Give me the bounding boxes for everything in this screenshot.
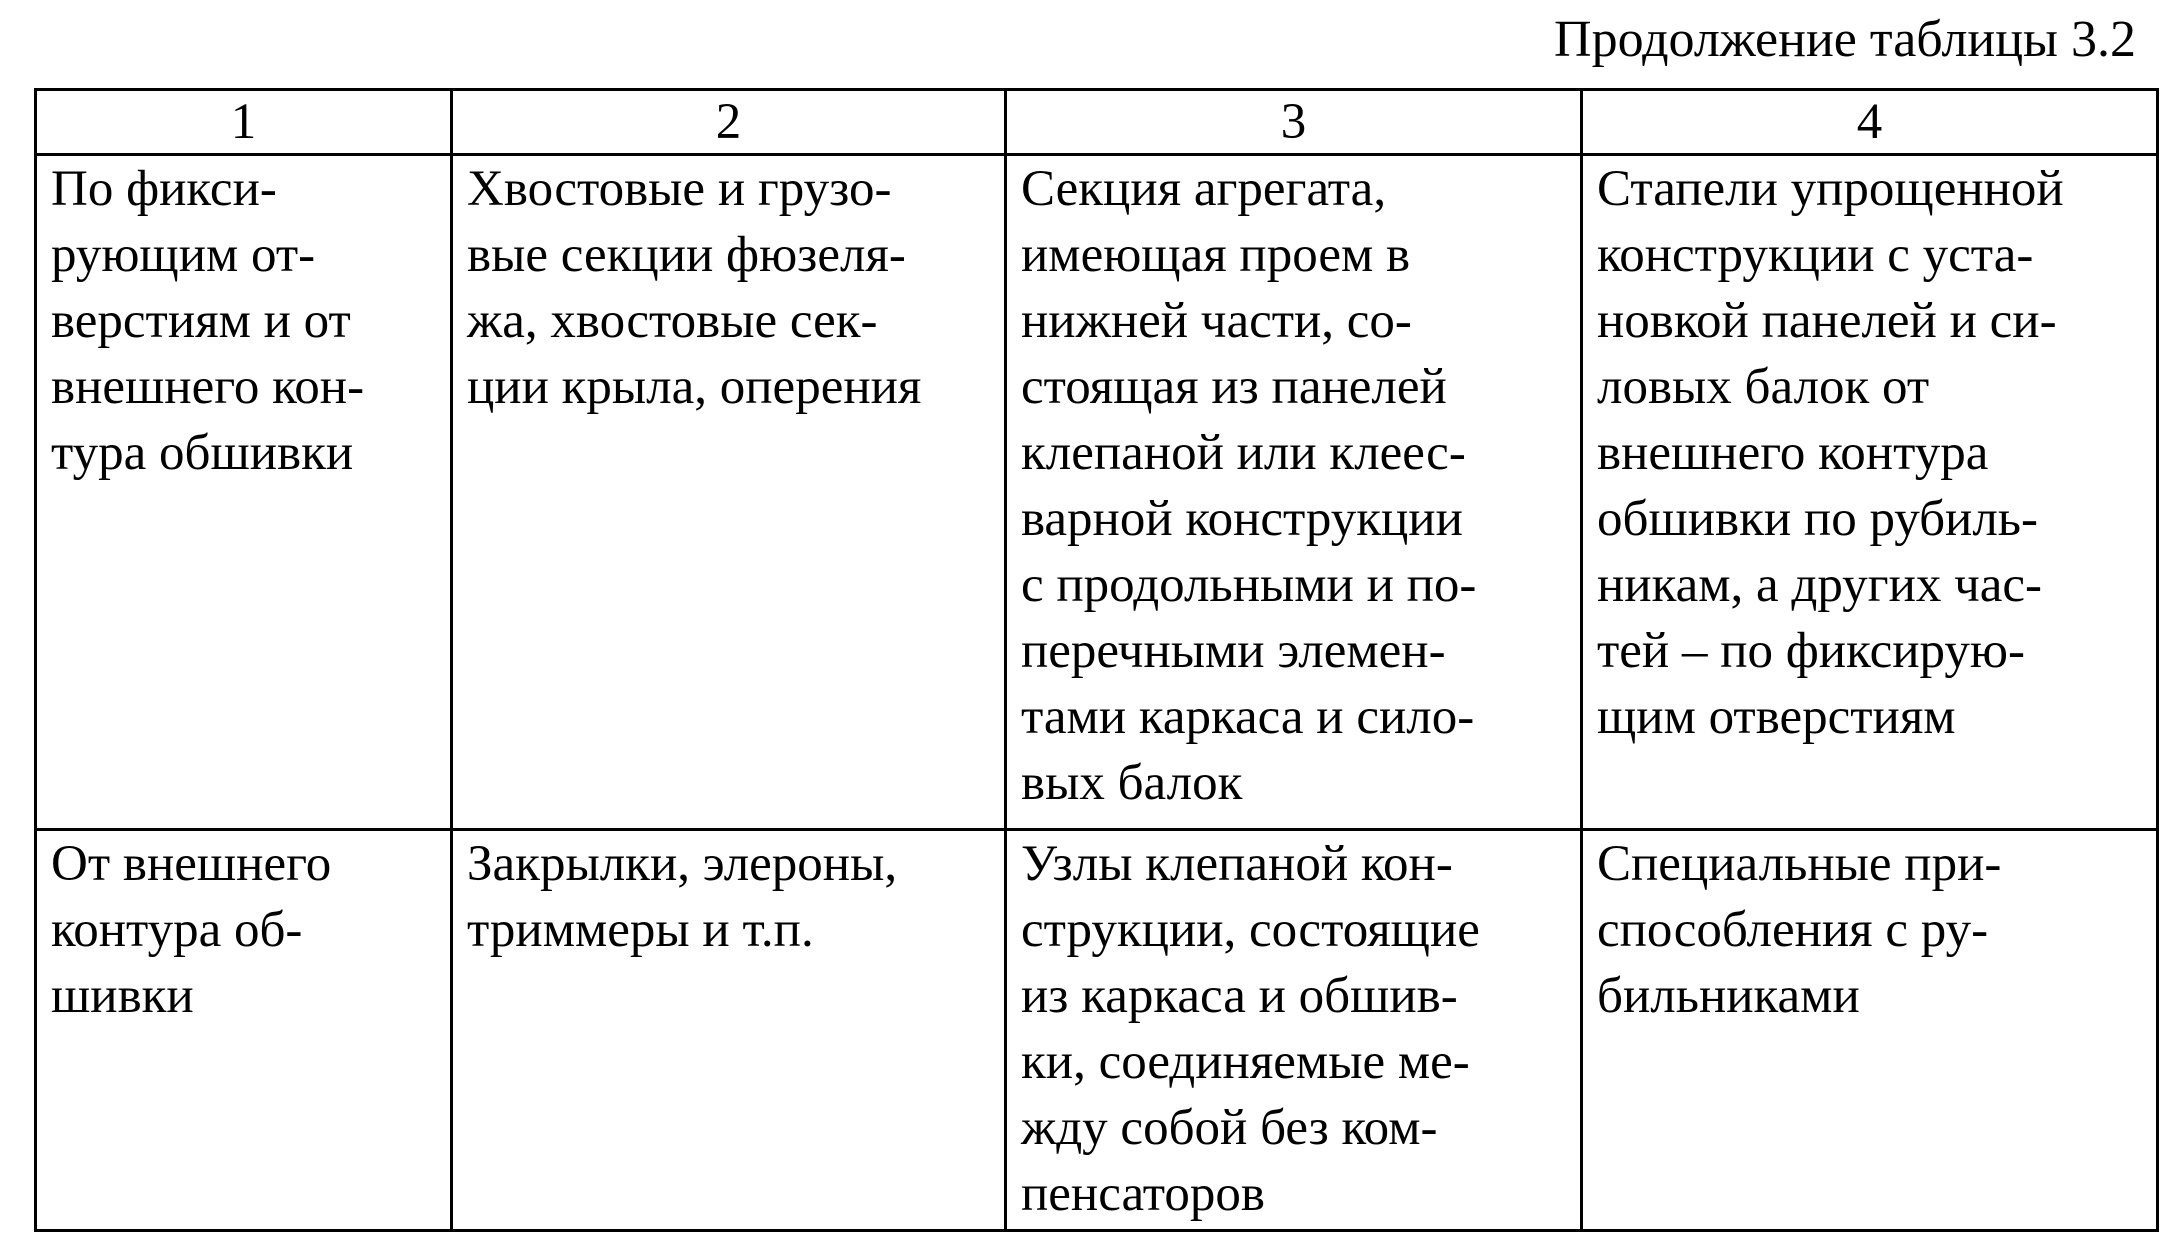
table-cell [452,155,1006,830]
cell-text-line: клепаной или клеес- [1021,425,1466,481]
cell-text-line: Секция агрегата, [1021,161,1387,217]
cell-text-line: Узлы клепаной кон- [1021,836,1453,892]
cell-text-line: никам, а других час- [1597,557,2043,613]
table-cell [1006,155,1582,830]
cell-text-line: рующим от- [51,227,316,283]
cell-text-line: имеющая проем в [1021,227,1411,283]
cell-text-line: щим отверстиям [1597,689,1956,745]
cell-text-line: ловых балок от [1597,359,1930,415]
cell-text-line: Стапели упрощенной [1597,161,2064,217]
cell-text-line: контура об- [51,902,303,958]
cell-text-line: жду собой без ком- [1021,1100,1438,1156]
cell-text-line: обшивки по рубиль- [1597,491,2039,547]
cell-text-line: с продольными и по- [1021,557,1477,613]
cell-text-line: жа, хвостовые сек- [467,293,878,349]
cell-text-line: тура обшивки [51,425,354,481]
cell-text-line: ки, соединяемые ме- [1021,1034,1470,1090]
cell-text-line: конструкции с уста- [1597,227,2034,283]
cell-text-line: верстиям и от [51,293,351,349]
cell-text-line: Специальные при- [1597,836,2002,892]
cell-text-line: По фикси- [51,161,277,217]
cell-text-line: вые секции фюзеля- [467,227,906,283]
cell-text-line: из каркаса и обшив- [1021,968,1458,1024]
cell-text-line: способления с ру- [1597,902,1989,958]
cell-text-line: Закрылки, элероны, [467,836,898,892]
cell-text-line: стоящая из панелей [1021,359,1447,415]
header-cell-1: 1 [36,90,452,155]
cell-text-line: вых балок [1021,755,1243,811]
cell-text-line: Хвостовые и грузо- [467,161,892,217]
cell-text-line: струкции, состоящие [1021,902,1480,958]
cell-text-line: новкой панелей и си- [1597,293,2057,349]
header-cell-2: 2 [452,90,1006,155]
cell-text-line: шивки [51,968,194,1024]
table-cell [36,155,452,830]
cell-text-line: внешнего контура [1597,425,1989,481]
cell-text-line: триммеры и т.п. [467,902,814,958]
cell-text-line: тами каркаса и сило- [1021,689,1475,745]
cell-text-line: нижней части, со- [1021,293,1412,349]
table-cell [452,830,1006,1231]
cell-text-line: перечными элемен- [1021,623,1446,679]
table-header-row [36,90,2158,155]
table-row [36,155,2158,830]
table-cell [1582,155,2158,830]
cell-text-line: варной конструкции [1021,491,1463,547]
cell-text-line: От внешнего [51,836,332,892]
table-caption: Продолжение таблицы 3.2 [1554,11,2136,68]
header-cell-4: 4 [1582,90,2158,155]
cell-text-line: бильниками [1597,968,1860,1024]
cell-text-line: тей – по фиксирую- [1597,623,2025,679]
cell-text-line: ции крыла, оперения [467,359,922,415]
cell-text-line: пенсаторов [1021,1166,1265,1222]
table-cell [1582,830,2158,1231]
cell-text-line: внешнего кон- [51,359,365,415]
table-cell [36,830,452,1231]
table-cell [1006,830,1582,1231]
header-cell-3: 3 [1006,90,1582,155]
table-row [36,830,2158,1231]
data-table [34,88,2159,1232]
